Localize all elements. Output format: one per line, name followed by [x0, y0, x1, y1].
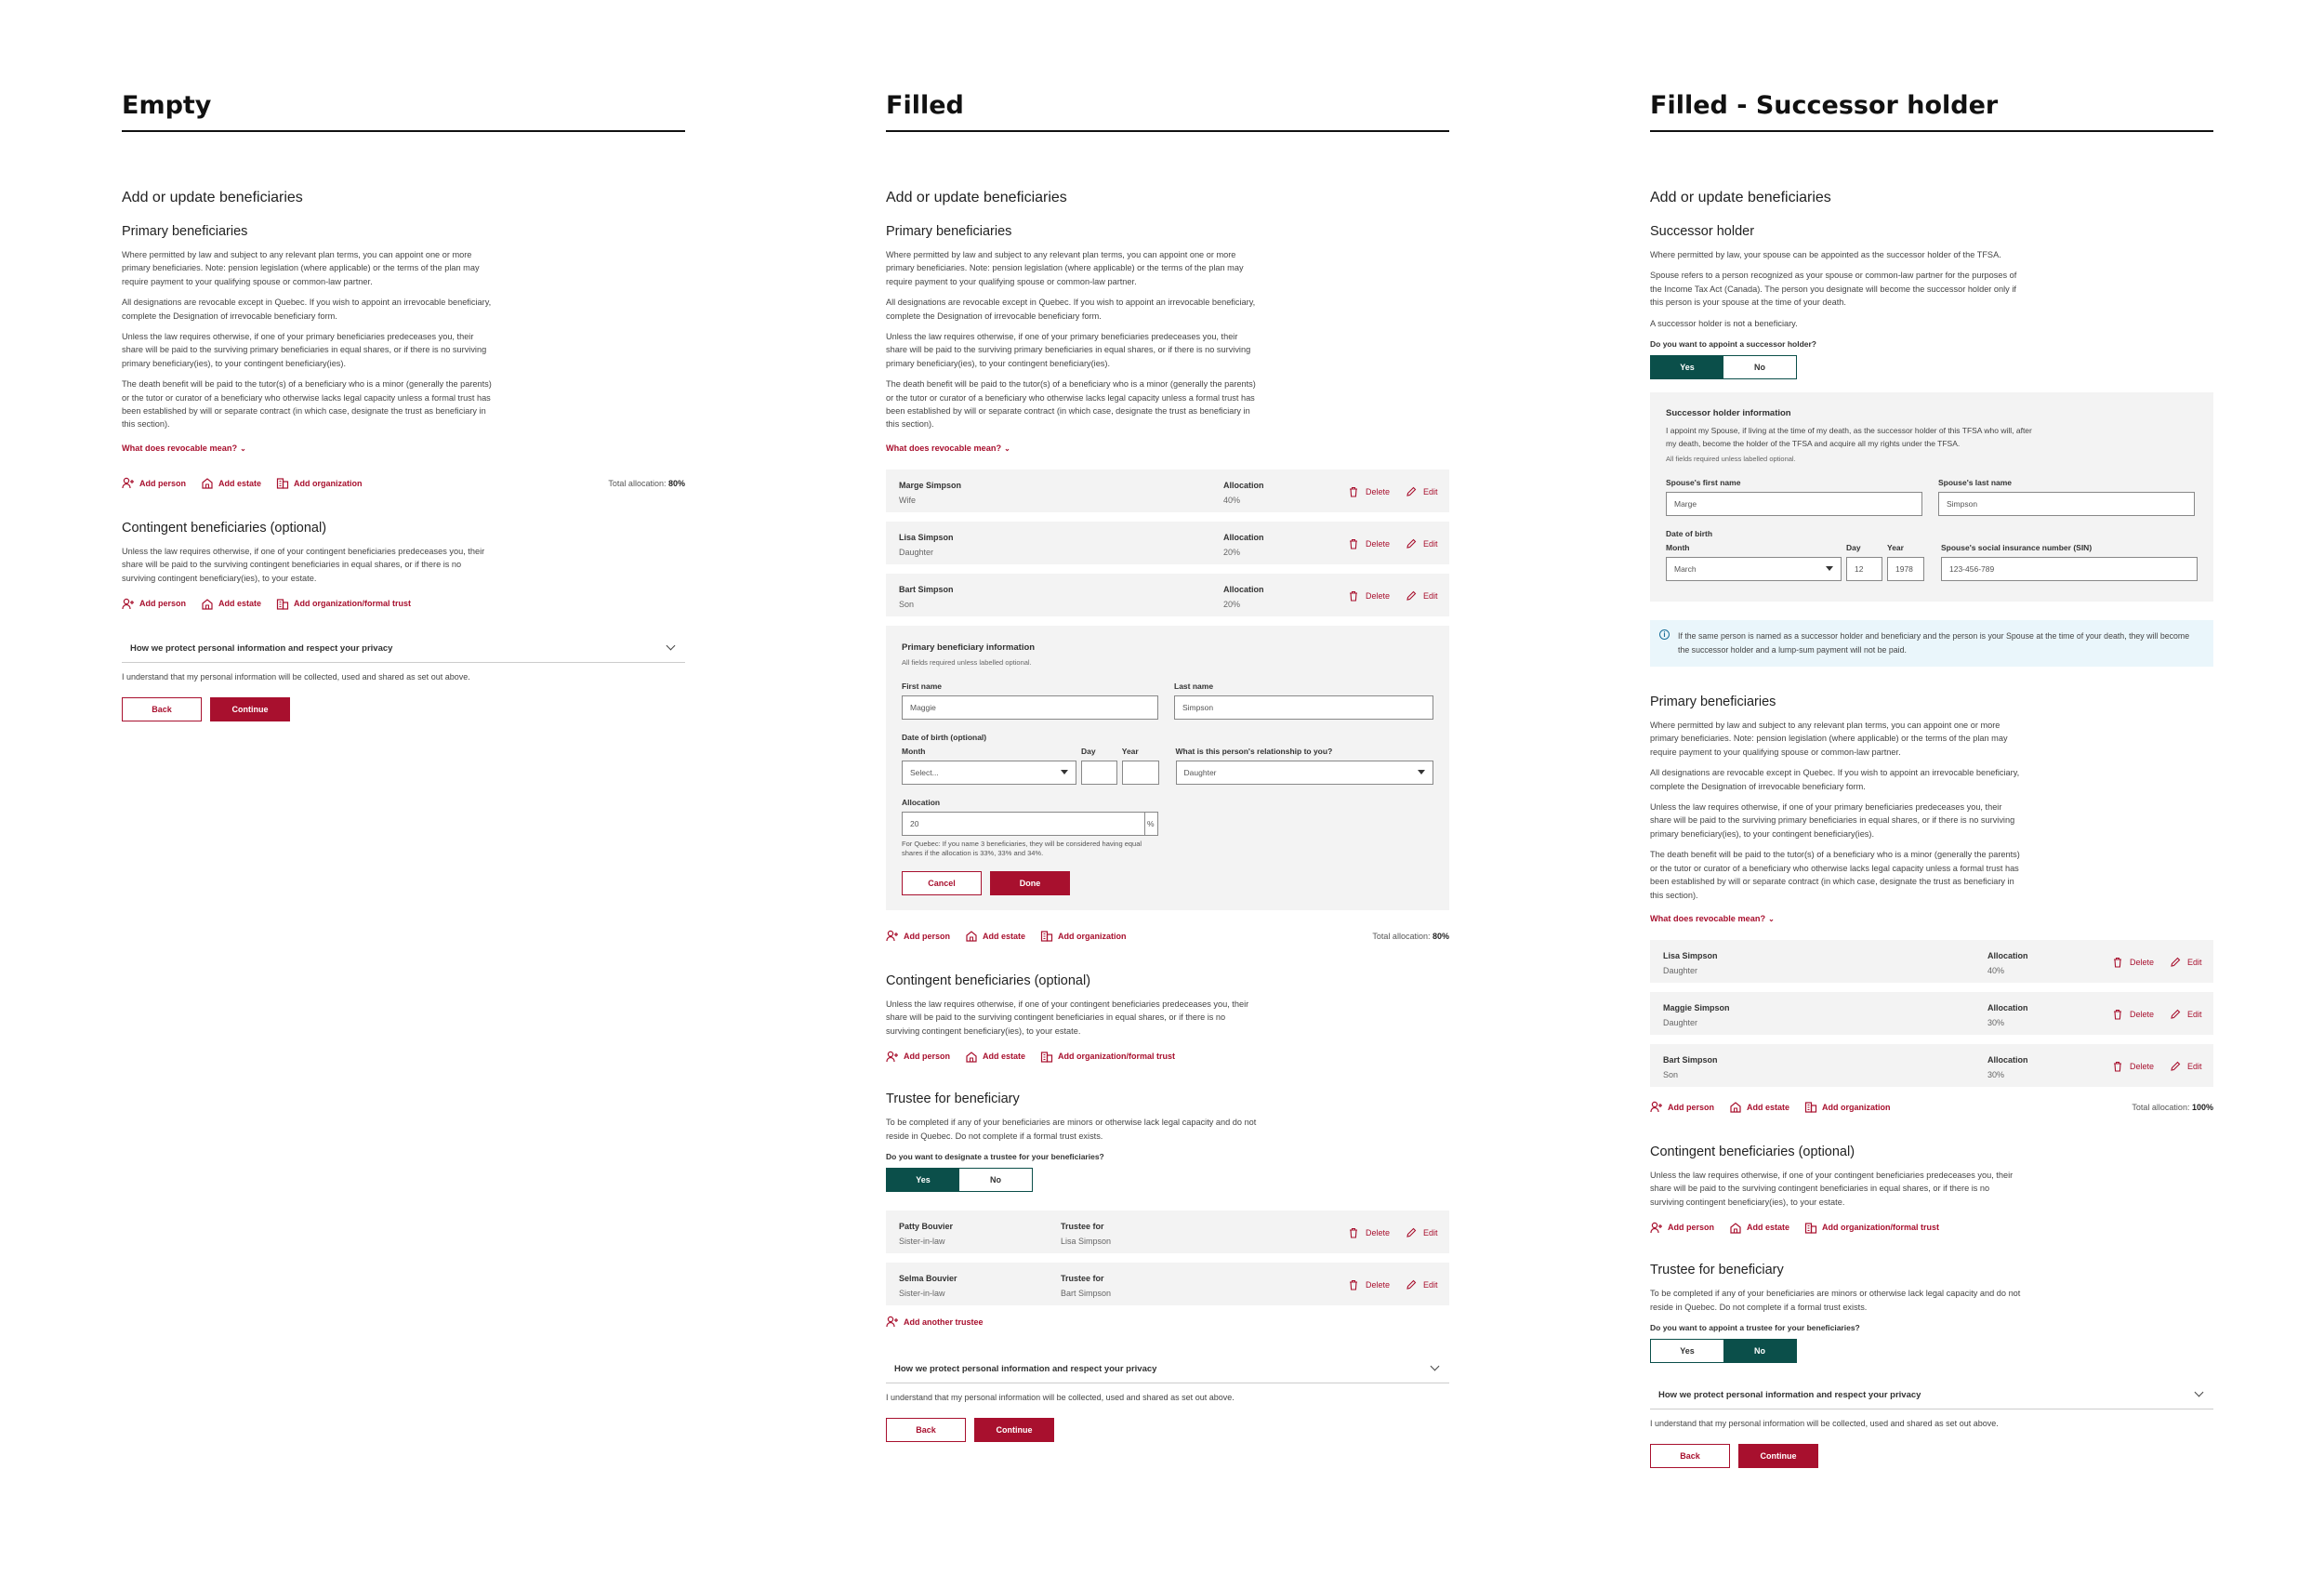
- delete-label: Delete: [2130, 1062, 2155, 1072]
- month-value: Select...: [910, 767, 939, 777]
- contingent-text: Unless the law requires otherwise, if one of your contingent beneficiaries predeceases you, their share will be paid to the surviving contingent beneficiaries in equal shares, or if there is no surviving contingent beneficiary(ies), to your estate.: [886, 999, 1249, 1036]
- day-label: Day: [1846, 543, 1861, 553]
- spouse-last-name-label: Spouse's last name: [1938, 478, 2013, 488]
- add-trustee-button[interactable]: [886, 1316, 984, 1328]
- pencil-icon: [1406, 590, 1419, 602]
- allocation-value: 40%: [1987, 965, 2005, 975]
- trustee-question: Do you want to appoint a trustee for your beneficiaries?: [1650, 1322, 1860, 1332]
- trustee-toggle: [1650, 1339, 1797, 1363]
- organization-icon: [1804, 1222, 1817, 1234]
- total-label: Total allocation:: [1372, 931, 1431, 941]
- day-label: Day: [1080, 746, 1096, 756]
- edit-button[interactable]: [1406, 590, 1438, 602]
- primary-heading: Primary beneficiaries: [1650, 695, 1776, 710]
- primary-text-2: All designations are revocable except in Quebec. If you wish to appoint an irrevocable beneficiary, complete the Designation of irrevocable beneficiary form.: [1650, 768, 2020, 791]
- add-actions: [886, 929, 1449, 944]
- add-organization-label: Add organization: [1058, 931, 1127, 941]
- trustee-name: Patty Bouvier: [899, 1221, 954, 1231]
- trustee-card: [886, 1211, 1449, 1253]
- primary-text-4: The death benefit will be paid to the tutor(s) of a beneficiary who is a minor (generally the parents) or the tutor or curator of a beneficiary who otherwise lacks legal capacity unless a formal trust has been established by will or separate contract (in which case, designate the trust as beneficiary in this section).: [1650, 850, 2020, 900]
- primary-text-3: Unless the law requires otherwise, if one of your primary beneficiaries predeceases you, their share will be paid to the surviving primary beneficiaries in equal shares, or if there is no surviving primary beneficiary(ies), to your contingent beneficiary(ies).: [122, 332, 487, 368]
- first-name-field[interactable]: Maggie: [902, 695, 1158, 720]
- year-label: Year: [1887, 543, 1904, 553]
- add-org-trust-button[interactable]: [1040, 1051, 1175, 1063]
- add-estate-button[interactable]: [965, 930, 1025, 942]
- allocation-label: Allocation: [1987, 950, 2028, 960]
- delete-button[interactable]: [2112, 957, 2154, 969]
- total-allocation: [1372, 932, 1449, 941]
- primary-text-1: Where permitted by law and subject to any relevant plan terms, you can appoint one or more primary beneficiaries. Note: pension legislation (where applicable) or the terms of the plan may require payment to your qualifying spouse or common-law partner.: [122, 250, 480, 286]
- sin-label: Spouse's social insurance number (SIN): [1941, 543, 2093, 553]
- delete-button[interactable]: [1348, 590, 1390, 602]
- info-text: If the same person is named as a successor holder and beneficiary and the person is your Spouse at the time of your death, they will become the successor holder and a lump-sum payment will not be paid.: [1678, 631, 2190, 655]
- no-option[interactable]: No: [1723, 1340, 1796, 1362]
- add-org-trust-label: Add organization/formal trust: [1058, 1052, 1176, 1062]
- month-label: Month: [1666, 543, 1690, 553]
- pencil-icon: [1406, 1227, 1419, 1239]
- contingent-add-actions: [122, 596, 685, 611]
- delete-label: Delete: [2130, 958, 2155, 968]
- allocation-value: 40%: [1223, 495, 1241, 505]
- revocable-link[interactable]: [122, 443, 246, 453]
- acknowledgement-text: I understand that my personal information will be collected, used and shared as set out above.: [886, 1392, 1235, 1402]
- month-select[interactable]: [902, 761, 1076, 785]
- trustee-name: Selma Bouvier: [899, 1273, 957, 1283]
- privacy-label: How we protect personal information and respect your privacy: [1658, 1389, 1921, 1400]
- revocable-link-label: What does revocable mean?: [1650, 913, 1766, 923]
- info-callout: [1650, 620, 2213, 667]
- add-estate-button[interactable]: [201, 477, 261, 489]
- no-option[interactable]: No: [1723, 356, 1796, 378]
- revocable-link[interactable]: [1650, 914, 1775, 923]
- panel-title: Primary beneficiary information: [902, 642, 1036, 653]
- pencil-icon: [2170, 1009, 2183, 1021]
- trash-icon: [1348, 538, 1361, 550]
- organization-icon: [1804, 1101, 1817, 1113]
- info-icon: i: [1659, 629, 1670, 640]
- add-person-label: Add person: [1668, 1223, 1715, 1233]
- add-person-label: Add person: [904, 1052, 951, 1062]
- contingent-text: Unless the law requires otherwise, if one of your contingent beneficiaries predeceases you, their share will be paid to the surviving contingent beneficiaries in equal shares, or if there is no surviving contingent beneficiary(ies), to your estate.: [122, 546, 485, 583]
- organization-icon: [276, 598, 289, 610]
- privacy-accordion[interactable]: [886, 1356, 1449, 1383]
- successor-text-2: Spouse refers to a person recognized as your spouse or common-law partner for the purposes of the Income Tax Act (Canada). The person you designate will become the successor holder only if this person is your spouse at the time of your death.: [1650, 271, 2017, 308]
- beneficiary-name: Lisa Simpson: [1663, 950, 1718, 960]
- add-estate-label: Add estate: [1747, 1102, 1790, 1112]
- add-person-button[interactable]: [122, 598, 186, 610]
- dob-label: Date of birth (optional): [902, 732, 987, 742]
- privacy-label: How we protect personal information and respect your privacy: [894, 1363, 1157, 1374]
- allocation-label: Allocation: [1987, 1054, 2028, 1065]
- contingent-text: Unless the law requires otherwise, if one of your contingent beneficiaries predeceases you, their share will be paid to the surviving contingent beneficiaries in equal shares, or if there is no surviving contingent beneficiary(ies), to your estate.: [1650, 1170, 2014, 1207]
- beneficiary-card: [1650, 940, 2213, 983]
- month-label: Month: [902, 746, 926, 756]
- beneficiary-name: Marge Simpson: [899, 480, 962, 490]
- delete-button[interactable]: [2112, 1061, 2154, 1073]
- allocation-label: Allocation: [1987, 1002, 2028, 1012]
- edit-button[interactable]: [2170, 957, 2202, 969]
- delete-label: Delete: [1366, 1228, 1391, 1238]
- estate-icon: [201, 477, 214, 489]
- add-trustee-label: Add another trustee: [904, 1317, 984, 1327]
- yes-option[interactable]: Yes: [1651, 1340, 1723, 1362]
- panel-note: All fields required unless labelled optional.: [902, 657, 1032, 667]
- contingent-heading: Contingent beneficiaries (optional): [1650, 1144, 1855, 1159]
- no-option[interactable]: No: [959, 1169, 1032, 1191]
- pencil-icon: [2170, 1061, 2183, 1073]
- total-allocation: [608, 479, 685, 488]
- allocation-value: 20%: [1223, 547, 1241, 557]
- last-name-field[interactable]: Simpson: [1174, 695, 1433, 720]
- month-value: March: [1674, 564, 1697, 575]
- total-label: Total allocation:: [2132, 1102, 2190, 1112]
- add-person-button[interactable]: [886, 1051, 950, 1063]
- trash-icon: [1348, 1227, 1361, 1239]
- add-org-trust-label: Add organization/formal trust: [294, 599, 412, 609]
- edit-label: Edit: [1423, 1280, 1438, 1290]
- back-button[interactable]: Back: [886, 1418, 966, 1442]
- revocable-link-label: What does revocable mean?: [122, 443, 238, 453]
- back-button[interactable]: Back: [1650, 1444, 1730, 1468]
- add-actions: [122, 476, 685, 491]
- successor-text-3: A successor holder is not a beneficiary.: [1650, 318, 1798, 328]
- chevron-down-icon: [1826, 566, 1833, 571]
- delete-label: Delete: [2130, 1010, 2155, 1020]
- contingent-add-actions: [886, 1049, 1449, 1064]
- beneficiary-card: [1650, 992, 2213, 1035]
- contingent-heading: Contingent beneficiaries (optional): [886, 973, 1091, 988]
- trustee-text: To be completed if any of your beneficiaries are minors or otherwise lack legal capacity and do not reside in Quebec. Do not complete if a formal trust exists.: [886, 1118, 1257, 1141]
- trash-icon: [2112, 1061, 2125, 1073]
- beneficiary-card: [886, 574, 1449, 616]
- privacy-label: How we protect personal information and respect your privacy: [130, 643, 393, 655]
- edit-label: Edit: [1423, 487, 1438, 497]
- add-person-button[interactable]: [886, 930, 950, 942]
- trustee-for-label: Trustee for: [1061, 1221, 1104, 1231]
- add-estate-label: Add estate: [218, 599, 262, 609]
- privacy-accordion[interactable]: [1650, 1382, 2213, 1409]
- filled-form: [886, 190, 1449, 1442]
- allocation-value: 30%: [1987, 1017, 2005, 1027]
- trustee-heading: Trustee for beneficiary: [886, 1092, 1020, 1107]
- successor-heading: Successor holder: [1650, 224, 1755, 239]
- trustee-question: Do you want to designate a trustee for your beneficiaries?: [886, 1151, 1104, 1161]
- divider: [1650, 130, 2213, 132]
- delete-button[interactable]: [1348, 486, 1390, 498]
- page-title: Add or update beneficiaries: [122, 190, 303, 205]
- primary-text-2: All designations are revocable except in Quebec. If you wish to appoint an irrevocable beneficiary, complete the Designation of irrevocable beneficiary form.: [886, 298, 1256, 321]
- add-estate-label: Add estate: [218, 478, 262, 488]
- continue-button[interactable]: Continue: [974, 1418, 1054, 1442]
- allocation-note: For Quebec: If you name 3 beneficiaries, they will be considered having equal shares if the allocation is 33%, 33% and 34%.: [902, 839, 1142, 857]
- trustee-relationship: Sister-in-law: [899, 1236, 945, 1246]
- successor-panel: [1650, 392, 2213, 602]
- add-person-icon: [122, 477, 135, 489]
- allocation-label: Allocation: [1223, 584, 1264, 594]
- edit-button[interactable]: [1406, 538, 1438, 550]
- beneficiary-relationship: Son: [899, 599, 915, 609]
- beneficiary-form-panel: [886, 626, 1449, 910]
- divider: [122, 130, 685, 132]
- beneficiary-card: [886, 470, 1449, 512]
- add-organization-label: Add organization: [1822, 1102, 1891, 1112]
- add-person-button[interactable]: [122, 477, 186, 489]
- relationship-label: What is this person's relationship to you?: [1175, 746, 1333, 756]
- successor-text-1: Where permitted by law, your spouse can be appointed as the successor holder of the TFSA.: [1650, 250, 2001, 259]
- primary-text-3: Unless the law requires otherwise, if one of your primary beneficiaries predeceases you, their share will be paid to the surviving primary beneficiaries in equal shares, or if there is no surviving primary beneficiary(ies), to your contingent beneficiary(ies).: [1650, 802, 2015, 839]
- delete-label: Delete: [1366, 487, 1391, 497]
- edit-button[interactable]: [1406, 1279, 1438, 1291]
- beneficiary-relationship: Wife: [899, 495, 916, 505]
- allocation-label: Allocation: [902, 797, 941, 807]
- trustee-heading: Trustee for beneficiary: [1650, 1263, 1784, 1278]
- primary-heading: Primary beneficiaries: [886, 224, 1012, 239]
- yes-option[interactable]: Yes: [887, 1169, 959, 1191]
- successor-toggle: [1650, 355, 1797, 379]
- chevron-down-icon: [1061, 770, 1068, 774]
- trash-icon: [1348, 590, 1361, 602]
- panel-note: All fields required unless labelled optional.: [1666, 455, 1796, 464]
- chevron-down-icon: [1431, 1361, 1440, 1370]
- successor-form: [1650, 190, 2213, 1468]
- allocation-label: Allocation: [1223, 480, 1264, 490]
- spouse-first-name-field[interactable]: Marge: [1666, 492, 1922, 516]
- revocable-link-label: What does revocable mean?: [886, 443, 1002, 453]
- privacy-accordion[interactable]: [122, 635, 685, 663]
- add-person-label: Add person: [904, 931, 951, 941]
- trash-icon: [1348, 1279, 1361, 1291]
- beneficiary-name: Maggie Simpson: [1663, 1002, 1730, 1012]
- estate-icon: [201, 598, 214, 610]
- delete-label: Delete: [1366, 1280, 1391, 1290]
- add-person-label: Add person: [139, 478, 187, 488]
- add-org-trust-button[interactable]: [1804, 1222, 1939, 1234]
- last-name-label: Last name: [1174, 681, 1214, 691]
- estate-icon: [1729, 1101, 1742, 1113]
- add-person-button[interactable]: [1650, 1222, 1714, 1234]
- total-value: 100%: [2191, 1102, 2213, 1112]
- add-person-icon: [1650, 1222, 1663, 1234]
- delete-button[interactable]: [2112, 1009, 2154, 1021]
- day-field[interactable]: 12: [1846, 557, 1882, 581]
- spouse-first-name-label: Spouse's first name: [1666, 478, 1741, 488]
- primary-text-4: The death benefit will be paid to the tutor(s) of a beneficiary who is a minor (generally the parents) or the tutor or curator of a beneficiary who otherwise lacks legal capacity unless a formal trust has been established by will or separate contract (in which case, designate the trust as beneficiary in this section).: [122, 379, 492, 430]
- board-title: Empty: [122, 91, 212, 120]
- organization-icon: [1040, 1051, 1053, 1063]
- beneficiary-name: Bart Simpson: [1663, 1054, 1718, 1065]
- primary-text-1: Where permitted by law and subject to any relevant plan terms, you can appoint one or more primary beneficiaries. Note: pension legislation (where applicable) or the terms of the plan may require payment to your qualifying spouse or common-law partner.: [886, 250, 1244, 286]
- edit-label: Edit: [2187, 1010, 2202, 1020]
- day-field[interactable]: [1081, 761, 1117, 785]
- acknowledgement-text: I understand that my personal information will be collected, used and shared as set out above.: [1650, 1418, 1999, 1428]
- cancel-button[interactable]: Cancel: [902, 871, 982, 895]
- total-label: Total allocation:: [608, 478, 667, 488]
- page-title: Add or update beneficiaries: [886, 190, 1067, 205]
- add-estate-label: Add estate: [1747, 1223, 1790, 1233]
- back-button[interactable]: Back: [122, 697, 202, 721]
- trash-icon: [1348, 486, 1361, 498]
- delete-label: Delete: [1366, 539, 1391, 549]
- add-org-trust-button[interactable]: [276, 598, 411, 610]
- edit-label: Edit: [2187, 1062, 2202, 1072]
- edit-label: Edit: [2187, 958, 2202, 968]
- continue-button[interactable]: Continue: [210, 697, 290, 721]
- relationship-select[interactable]: [1176, 761, 1433, 785]
- pencil-icon: [2170, 957, 2183, 969]
- revocable-link[interactable]: [886, 443, 1010, 453]
- acknowledgement-text: I understand that my personal information will be collected, used and shared as set out above.: [122, 672, 470, 682]
- add-estate-button[interactable]: [1729, 1222, 1789, 1234]
- board-title: Filled: [886, 91, 964, 120]
- estate-icon: [1729, 1222, 1742, 1234]
- trash-icon: [2112, 1009, 2125, 1021]
- chevron-down-icon: [2195, 1387, 2204, 1396]
- add-organization-button[interactable]: [1040, 930, 1127, 942]
- beneficiary-relationship: Daughter: [1663, 965, 1698, 975]
- year-label: Year: [1121, 746, 1139, 756]
- primary-text-1: Where permitted by law and subject to any relevant plan terms, you can appoint one or more primary beneficiaries. Note: pension legislation (where applicable) or the terms of the plan may require payment to your qualifying spouse or common-law partner.: [1650, 721, 2008, 757]
- add-org-trust-label: Add organization/formal trust: [1822, 1223, 1940, 1233]
- first-name-label: First name: [902, 681, 942, 691]
- primary-text-3: Unless the law requires otherwise, if one of your primary beneficiaries predeceases you, their share will be paid to the surviving primary beneficiaries in equal shares, or if there is no surviving primary beneficiary(ies), to your contingent beneficiary(ies).: [886, 332, 1251, 368]
- trustee-relationship: Sister-in-law: [899, 1288, 945, 1298]
- add-trustee-actions: [886, 1315, 1449, 1330]
- chevron-down-icon: [667, 642, 676, 651]
- contingent-heading: Contingent beneficiaries (optional): [122, 520, 327, 536]
- pencil-icon: [1406, 1279, 1419, 1291]
- page-title: Add or update beneficiaries: [1650, 190, 1831, 205]
- organization-icon: [1040, 930, 1053, 942]
- trustee-for-value: Bart Simpson: [1061, 1288, 1112, 1298]
- allocation-value: 30%: [1987, 1069, 2005, 1079]
- add-organization-button[interactable]: [276, 477, 363, 489]
- successor-question: Do you want to appoint a successor holder?: [1650, 339, 1816, 350]
- dob-label: Date of birth: [1666, 529, 1713, 539]
- board-title: Filled - Successor holder: [1650, 91, 1999, 120]
- trustee-toggle: [886, 1168, 1033, 1192]
- edit-button[interactable]: [1406, 1227, 1438, 1239]
- trustee-card: [886, 1263, 1449, 1305]
- add-person-label: Add person: [1668, 1102, 1715, 1112]
- delete-button[interactable]: [1348, 538, 1390, 550]
- chevron-down-icon: ⌄: [1768, 914, 1775, 923]
- add-person-label: Add person: [139, 599, 187, 609]
- trustee-for-value: Lisa Simpson: [1061, 1236, 1112, 1246]
- total-allocation: [2132, 1103, 2213, 1112]
- edit-button[interactable]: [2170, 1009, 2202, 1021]
- delete-label: Delete: [1366, 591, 1391, 602]
- beneficiary-relationship: Daughter: [1663, 1017, 1698, 1027]
- edit-button[interactable]: [2170, 1061, 2202, 1073]
- panel-title: Successor holder information: [1666, 408, 1791, 419]
- divider: [886, 130, 1449, 132]
- add-organization-label: Add organization: [294, 478, 363, 488]
- allocation-label: Allocation: [1223, 532, 1264, 542]
- add-estate-button[interactable]: [965, 1051, 1025, 1063]
- continue-button[interactable]: Continue: [1738, 1444, 1818, 1468]
- add-actions: [1650, 1100, 2213, 1115]
- add-person-icon: [886, 1051, 899, 1063]
- allocation-value: 20%: [1223, 599, 1241, 609]
- trash-icon: [2112, 957, 2125, 969]
- pencil-icon: [1406, 486, 1419, 498]
- beneficiary-card: [886, 522, 1449, 564]
- sin-field[interactable]: 123-456-789: [1941, 557, 2198, 581]
- beneficiary-relationship: Daughter: [899, 547, 934, 557]
- year-field[interactable]: 1978: [1887, 557, 1924, 581]
- yes-option[interactable]: Yes: [1651, 356, 1723, 378]
- delete-button[interactable]: [1348, 1227, 1390, 1239]
- beneficiary-name: Bart Simpson: [899, 584, 954, 594]
- year-field[interactable]: [1122, 761, 1159, 785]
- primary-text-4: The death benefit will be paid to the tutor(s) of a beneficiary who is a minor (generally the parents) or the tutor or curator of a beneficiary who otherwise lacks legal capacity unless a formal trust has been established by will or separate contract (in which case, designate the trust as beneficiary in this section).: [886, 379, 1256, 430]
- add-estate-label: Add estate: [983, 1052, 1026, 1062]
- beneficiary-card: [1650, 1044, 2213, 1087]
- relationship-value: Daughter: [1183, 767, 1217, 777]
- add-organization-button[interactable]: [1804, 1101, 1891, 1113]
- contingent-add-actions: [1650, 1220, 2213, 1235]
- beneficiary-name: Lisa Simpson: [899, 532, 954, 542]
- empty-form: [122, 190, 685, 721]
- trustee-for-label: Trustee for: [1061, 1273, 1104, 1283]
- chevron-down-icon: ⌄: [240, 443, 246, 453]
- add-person-button[interactable]: [1650, 1101, 1714, 1113]
- total-value: 80%: [1432, 931, 1449, 941]
- chevron-down-icon: ⌄: [1004, 443, 1010, 453]
- done-button[interactable]: Done: [990, 871, 1070, 895]
- add-person-icon: [122, 598, 135, 610]
- add-person-icon: [1650, 1101, 1663, 1113]
- add-person-icon: [886, 1316, 899, 1328]
- spouse-last-name-field[interactable]: Simpson: [1938, 492, 2195, 516]
- organization-icon: [276, 477, 289, 489]
- estate-icon: [965, 930, 978, 942]
- panel-text: I appoint my Spouse, if living at the time of my death, as the successor holder of this TFSA who will, after my death, become the holder of the TFSA and acquire all my rights under the TFSA.: [1666, 426, 2032, 449]
- add-estate-label: Add estate: [983, 931, 1026, 941]
- estate-icon: [965, 1051, 978, 1063]
- month-select[interactable]: [1666, 557, 1842, 581]
- beneficiary-relationship: Son: [1663, 1069, 1679, 1079]
- add-estate-button[interactable]: [1729, 1101, 1789, 1113]
- pencil-icon: [1406, 538, 1419, 550]
- percent-suffix: %: [1145, 812, 1158, 836]
- edit-label: Edit: [1423, 591, 1438, 602]
- chevron-down-icon: [1418, 770, 1425, 774]
- primary-text-2: All designations are revocable except in Quebec. If you wish to appoint an irrevocable beneficiary, complete the Designation of irrevocable beneficiary form.: [122, 298, 492, 321]
- allocation-field[interactable]: 20: [902, 812, 1145, 836]
- total-value: 80%: [667, 478, 685, 488]
- delete-button[interactable]: [1348, 1279, 1390, 1291]
- trustee-text: To be completed if any of your beneficiaries are minors or otherwise lack legal capacity and do not reside in Quebec. Do not complete if a formal trust exists.: [1650, 1289, 2021, 1312]
- primary-heading: Primary beneficiaries: [122, 224, 248, 239]
- edit-button[interactable]: [1406, 486, 1438, 498]
- edit-label: Edit: [1423, 539, 1438, 549]
- edit-label: Edit: [1423, 1228, 1438, 1238]
- add-person-icon: [886, 930, 899, 942]
- add-estate-button[interactable]: [201, 598, 261, 610]
